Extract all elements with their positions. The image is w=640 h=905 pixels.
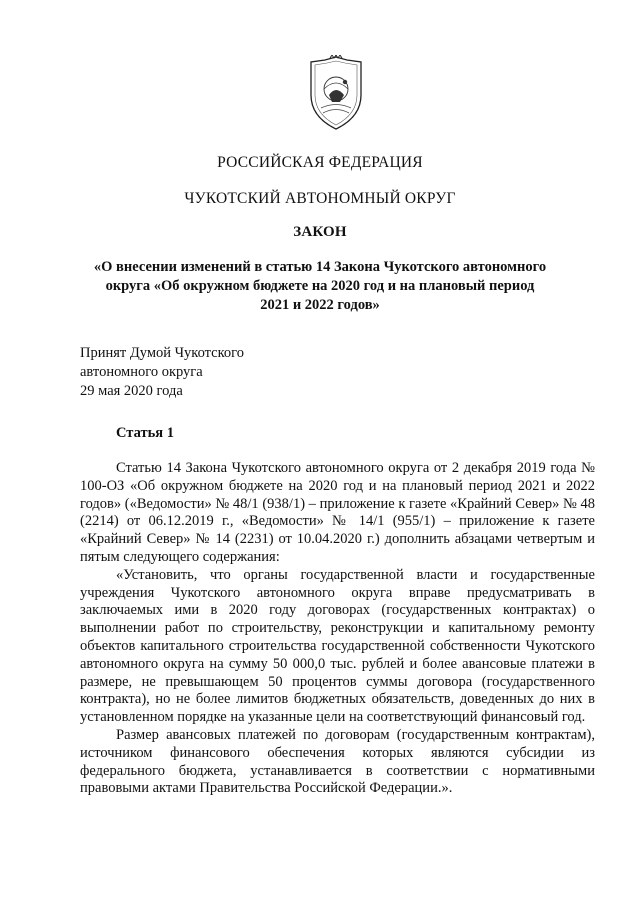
adoption-line: автономного округа xyxy=(80,364,203,380)
region-heading: ЧУКОТСКИЙ АВТОНОМНЫЙ ОКРУГ xyxy=(184,190,456,207)
article-paragraph: Статью 14 Закона Чукотского автономного округа от 2 декабря 2019 года № 100-ОЗ «Об окружном бюджете на 2020 год и на плановый период 2021 и 2022 годов» («Ведомости» № 48/1 (938/1) – приложение к газете «Крайний Север» № 48 (2214) от 06.12.2019 г., «Ведомости» № 14/1 (955/1) – приложение к газете «Крайний Север» № 14 (2231) от 10.04.2020 г.) дополнить абзацами четвертым и пятым следующего содержания: xyxy=(80,460,595,565)
law-title-line: «О внесении изменений в статью 14 Закона Чукотского автономного xyxy=(93,259,547,275)
federation-heading: РОССИЙСКАЯ ФЕДЕРАЦИЯ xyxy=(217,154,423,171)
adoption-date: 29 мая 2020 года xyxy=(80,383,183,399)
article-body xyxy=(80,460,595,798)
article-heading: Статья 1 xyxy=(116,425,174,441)
article-paragraph: «Установить, что органы государственной власти и государственные учреждения Чукотского автономного округа вправе предусматривать в заключаемых ими в 2020 году договорах (государственных контрактах) о выполнении работ по строительству, реконструкции и капитальному ремонту объектов капитального строительства государственной собственности Чукотского автономного округа на сумму 50 000,0 тыс. рублей и более авансовые платежи в размере, не превышающем 50 процентов суммы договора (государственного контракта), но не более лимитов бюджетных обязательств, доведенных до них в установленном порядке на указанные цели на соответствующий финансовый год. xyxy=(80,566,595,726)
law-title xyxy=(0,258,640,315)
law-title-line: 2021 и 2022 годов» xyxy=(260,297,380,313)
doc-type-heading: ЗАКОН xyxy=(293,224,347,240)
adoption-line: Принят Думой Чукотского xyxy=(80,345,245,361)
coat-of-arms-icon xyxy=(301,55,371,131)
article-paragraph: Размер авансовых платежей по договорам (государственным контрактам), источником финансового обеспечения которых являются субсидии из федерального бюджета, устанавливается в соответствии с нормативными правовыми актами Правительства Российской Федерации.». xyxy=(80,726,595,797)
law-title-line: округа «Об окружном бюджете на 2020 год и на плановый период xyxy=(105,278,535,294)
adoption-note xyxy=(80,344,244,401)
